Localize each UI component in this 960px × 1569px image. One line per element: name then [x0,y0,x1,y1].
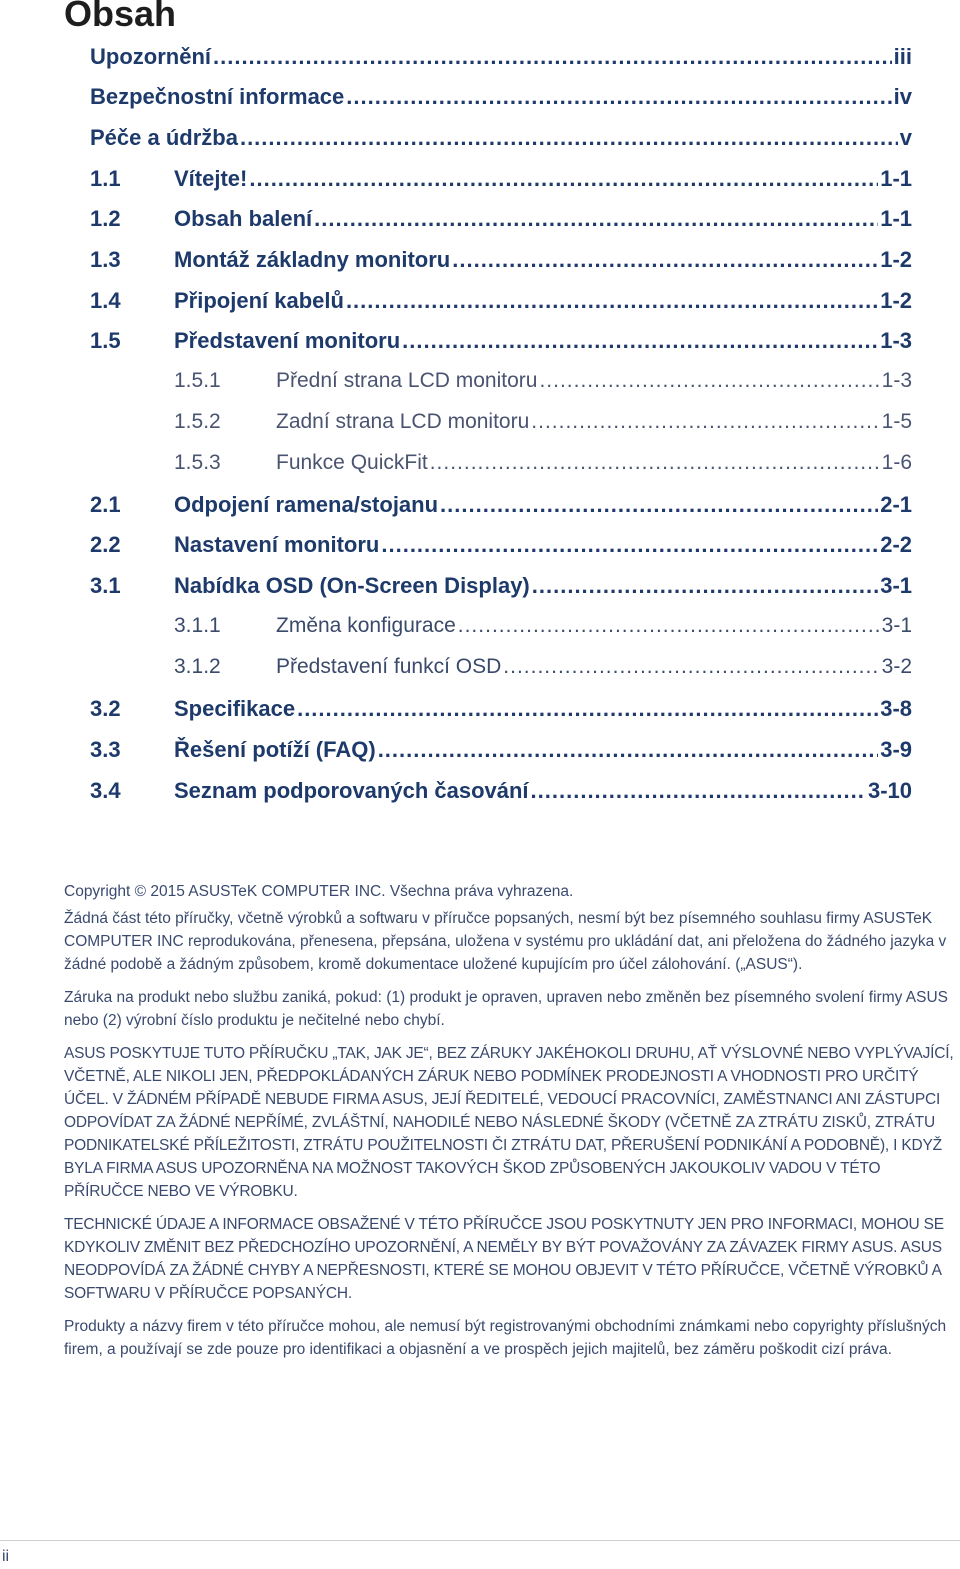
toc-entry-page: 1-1 [880,166,912,191]
toc-entry-page: 3-9 [880,737,912,762]
toc-entry-title: Představení monitoru [174,328,401,353]
toc-entry[interactable] [174,655,912,685]
toc-dot-leader [430,451,880,475]
toc-entry-title: Řešení potíží (FAQ) [174,737,376,762]
toc-entry[interactable] [90,778,912,808]
toc-entry-title: Upozornění [90,44,211,69]
toc-entry-page: 1-6 [881,451,912,474]
toc-entry-page: 3-1 [880,573,912,598]
toc-entry-title: Specifikace [174,696,296,721]
toc-entry-title: Obsah balení [174,206,313,231]
toc-entry-page: 3-2 [881,655,912,678]
page-number: ii [2,1548,10,1565]
toc-dot-leader [440,492,878,518]
toc-entry[interactable] [90,492,912,522]
toc-entry-page: 1-2 [880,247,912,272]
toc-entry-page: iii [893,44,912,69]
toc-entry-page: iv [893,84,912,109]
toc-entry-number: 3.2 [90,696,121,721]
toc-entry-title: Péče a údržba [90,125,238,150]
toc-dot-leader [539,369,879,393]
toc-entry-number: 3.4 [90,778,121,803]
toc-dot-leader [532,573,878,599]
toc-entry-title: Zadní strana LCD monitoru [276,410,530,433]
toc-entry-number: 1.2 [90,206,121,231]
toc-entry-title: Přední strana LCD monitoru [276,369,538,392]
toc-entry-title: Seznam podporovaných časování [174,778,529,803]
toc-entry-page: 1-1 [880,206,912,231]
toc-entry-number: 1.5.1 [174,369,221,392]
toc-entry[interactable] [90,166,912,196]
toc-entry-title: Nastavení monitoru [174,532,380,557]
toc-dot-leader [314,206,878,232]
toc-entry[interactable] [90,84,912,114]
toc-entry-title: Bezpečnostní informace [90,84,345,109]
toc-entry[interactable] [90,247,912,277]
toc-dot-leader [346,84,891,110]
disclaimer-notice: ASUS POSKYTUJE TUTO PŘÍRUČKU „TAK, JAK JE“, BEZ ZÁRUKY JAKÉHOKOLI DRUHU, AŤ VÝSLOVNÉ NEBO VYPLÝVAJÍCÍ, VČETNĚ, ALE NIKOLI JEN, PŘEDPOKLÁDANÝCH ZÁRUK NEBO PODMÍNEK PRODEJNOSTI A VHODNOSTI PRO URČITÝ ÚČEL. V ŽÁDNÉM PŘÍPADĚ NEBUDE FIRMA ASUS, JEJÍ ŘEDITELÉ, VEDOUCÍ PRACOVNÍCI, ZAMĚSTNANCI ANI ZÁSTUPCI ODPOVÍDAT ZA ŽÁDNÉ NEPŘÍMÉ, ZVLÁŠTNÍ, NAHODILÉ NEBO NÁSLEDNÉ ŠKODY (VČETNĚ ZA ZTRÁTU ZISKŮ, ZTRÁTU PODNIKATELSKÉ PŘÍLEŽITOSTI, ZTRÁTU POUŽITELNOSTI ČI ZTRÁTU DAT, PŘERUŠENÍ PODNIKÁNÍ A PODOBNĚ), I KDYŽ BYLA FIRMA ASUS UPOZORNĚNA NA MOŽNOST TAKOVÝCH ŠKOD ZPŮSOBENÝCH JAKOUKOLIV VADOU V TÉTO PŘÍRUČCE NEBO VE VÝROBKU. [64,1045,954,1200]
toc-dot-leader [531,778,866,804]
toc-entry[interactable] [90,288,912,318]
toc-entry-title: Funkce QuickFit [276,451,428,474]
toc-entry-page: 2-1 [880,492,912,517]
toc-entry-number: 1.5.2 [174,410,221,433]
toc-entry-page: 3-10 [867,778,912,803]
toc-entry-title: Odpojení ramena/stojanu [174,492,439,517]
toc-entry[interactable] [90,573,912,603]
toc-dot-leader [213,44,892,70]
copyright-notice: Copyright © 2015 ASUSTeK COMPUTER INC. Všechna práva vyhrazena. [64,883,574,900]
toc-entry[interactable] [174,451,912,481]
toc-entry-number: 1.5 [90,328,121,353]
reproduction-notice: Žádná část této příručky, včetně výrobků a softwaru v příručce popsaných, nesmí být bez písemného souhlasu firmy ASUSTeK COMPUTER INC reprodukována, přenesena, přepsána, uložena v systému pro ukládání dat, ani přeložena do žádného jazyka v žádné podobě a žádným způsobem, kromě dokumentace uložené kupujícím pro účel zálohování. („ASUS“). [64,910,947,973]
toc-dot-leader [452,247,878,273]
toc-entry[interactable] [174,369,912,399]
toc-entry-number: 1.1 [90,166,121,191]
toc-entry[interactable] [90,44,912,74]
toc-entry-page: 3-8 [880,696,912,721]
toc-dot-leader [249,166,878,192]
toc-entry-number: 1.4 [90,288,121,313]
toc-entry[interactable] [174,410,912,440]
toc-entry[interactable] [90,532,912,562]
toc-entry-number: 1.3 [90,247,121,272]
toc-entry-title: Nabídka OSD (On-Screen Display) [174,573,530,598]
toc-dot-leader [378,737,879,763]
toc-entry-title: Představení funkcí OSD [276,655,502,678]
page-title: Obsah [64,0,177,34]
toc-entry[interactable] [90,696,912,726]
toc-entry-title: Změna konfigurace [276,614,456,637]
toc-entry-number: 1.5.3 [174,451,221,474]
toc-entry-page: 1-3 [881,369,912,392]
toc-dot-leader [458,614,880,638]
toc-entry-page: 1-2 [880,288,912,313]
toc-entry-page: 1-5 [881,410,912,433]
toc-dot-leader [402,328,878,354]
toc-entry-page: 1-3 [880,328,912,353]
toc-dot-leader [531,410,879,434]
toc-entry[interactable] [90,206,912,236]
toc-dot-leader [240,125,898,151]
toc-entry[interactable] [90,328,912,358]
toc-entry[interactable] [90,125,912,155]
toc-dot-leader [297,696,878,722]
toc-entry-title: Montáž základny monitoru [174,247,451,272]
toc-entry-title: Vítejte! [174,166,248,191]
warranty-notice: Záruka na produkt nebo službu zaniká, pokud: (1) produkt je opraven, upraven nebo změněn bez písemného svolení firmy ASUS nebo (2) výrobní číslo produktu je nečitelné nebo chybí. [64,989,949,1029]
legal-notice [64,880,956,1371]
toc-entry-number: 3.1.2 [174,655,221,678]
toc-dot-leader [503,655,879,679]
toc-entry-page: v [899,125,912,150]
toc-entry-number: 3.1 [90,573,121,598]
specifications-notice: TECHNICKÉ ÚDAJE A INFORMACE OBSAŽENÉ V TÉTO PŘÍRUČCE JSOU POSKYTNUTY JEN PRO INFORMACI, MOHOU SE KDYKOLIV ZMĚNIT BEZ PŘEDCHOZÍHO UPOZORNĚNÍ, A NEMĚLY BY BÝT POVAŽOVÁNY ZA ZÁVAZEK FIRMY ASUS. ASUS NEODPOVÍDÁ ZA ŽÁDNÉ CHYBY A NEPŘESNOSTI, KTERÉ SE MOHOU OBJEVIT V TÉTO PŘÍRUČCE, VČETNĚ VÝROBKŮ A SOFTWARU V PŘÍRUČCE POPSANÝCH. [64,1216,944,1302]
toc-dot-leader [346,288,878,314]
toc-entry-title: Připojení kabelů [174,288,344,313]
trademark-notice: Produkty a názvy firem v této příručce mohou, ale nemusí být registrovanými obchodními známkami nebo copyrighty příslušných firem, a používají se zde pouze pro identifikaci a objasnění a ve prospěch jejich majitelů, bez záměru poškodit cizí práva. [64,1318,947,1358]
toc-entry-number: 3.3 [90,737,121,762]
toc-entry-page: 3-1 [881,614,912,637]
toc-entry[interactable] [90,737,912,767]
toc-dot-leader [381,532,878,558]
toc-entry-page: 2-2 [880,532,912,557]
toc-entry[interactable] [174,614,912,644]
toc-entry-number: 2.1 [90,492,121,517]
toc-entry-number: 2.2 [90,532,121,557]
toc-entry-number: 3.1.1 [174,614,221,637]
footer-divider [0,1540,960,1541]
